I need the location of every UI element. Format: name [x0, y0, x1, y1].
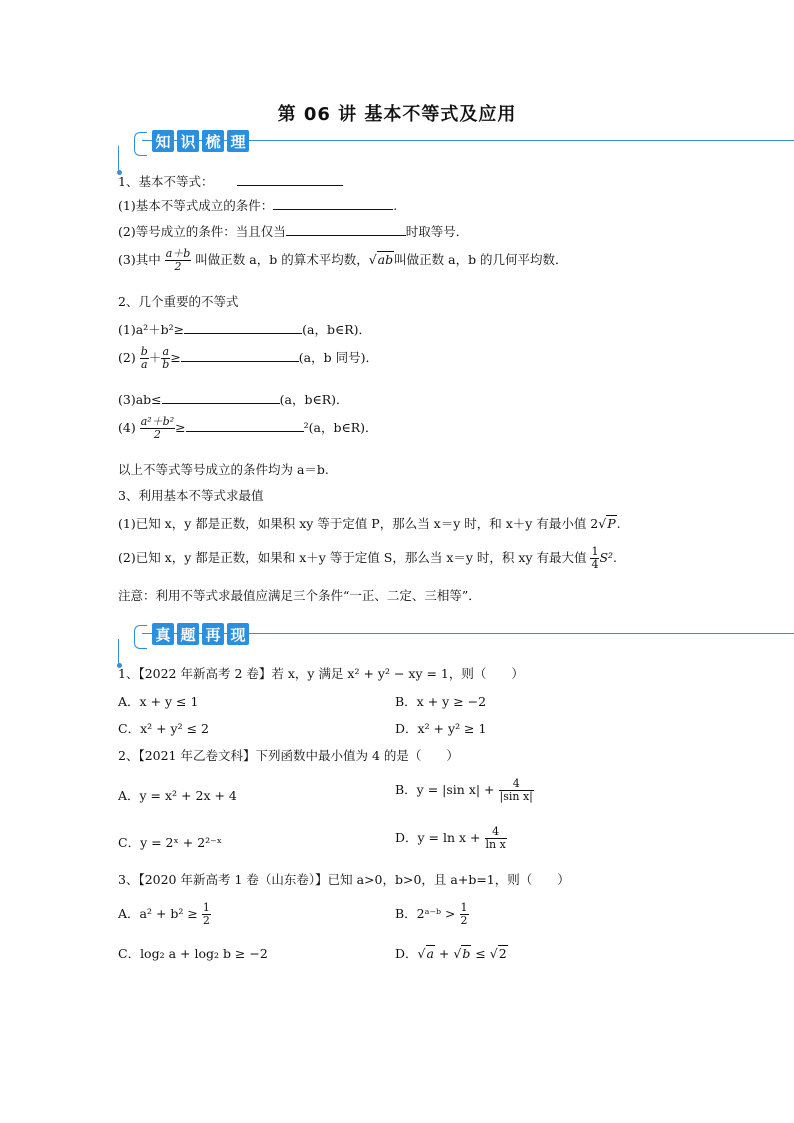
banner-char: 理 — [227, 130, 249, 152]
q3-option-a[interactable]: A．a² + b² ≥ $\frac{1}{2}$ — [118, 901, 210, 927]
question-3: 3、【2020 年新高考 1 卷（山东卷）】已知 a>0，b>0，且 a+b=1，则（ ） — [118, 872, 570, 887]
q2-option-d[interactable]: D．y = ln x + $\frac{4}{\text{ln x}}$ — [395, 825, 506, 851]
inequality-4: (4) $\frac{\text{a²＋b²}}{2}$ ≥ ²(a，b∈R)． — [118, 415, 378, 441]
banner-char: 梳 — [202, 130, 224, 152]
question-1: 1、【2022 年新高考 2 卷】若 x，y 满足 x² + y² − xy = 1，则（ ） — [118, 666, 524, 681]
equality-note: 以上不等式等号成立的条件均为 a＝b. — [118, 462, 329, 477]
q1-option-d[interactable]: D．x² + y² ≥ 1 — [395, 721, 487, 736]
q3-option-c[interactable]: C．log₂ a + log₂ b ≥ −2 — [118, 946, 268, 961]
knowledge-line-4: (3)其中 $\frac{a+b}{2}$ 叫做正数 a，b 的算术平均数，√ab叫做正数 a，b 的几何平均数． — [118, 247, 568, 273]
inequality-2: (2) $\frac{b}{a}$ ＋ $\frac{a}{b}$ ≥ (a，b 同号)． — [118, 345, 378, 371]
knowledge-line-2: (1)基本不等式成立的条件： . — [118, 198, 398, 213]
banner-char: 识 — [177, 130, 199, 152]
q3-option-b[interactable]: B．2ᵃ⁻ᵇ > $\frac{1}{2}$ — [395, 901, 468, 927]
max-min-rule-2: (2)已知 x，y 都是正数，如果和 x＋y 等于定值 S，那么当 x＝y 时，积 xy 有最大值 $\frac{1}{4}$ S². — [118, 545, 618, 571]
conditions-note: 注意：利用不等式求最值应满足三个条件“一正、二定、三相等”． — [118, 588, 481, 603]
question-2: 2、【2021 年乙卷文科】下列函数中最小值为 4 的是（ ） — [118, 748, 459, 763]
q2-option-b[interactable]: B．y = |sin x| + $\frac{4}{\text{|sin x|}}$ — [395, 777, 533, 803]
inequality-1: (1)a²＋b²≥ (a，b∈R)． — [118, 322, 372, 337]
q3-option-d[interactable]: D．√a + √b ≤ √2 — [395, 946, 507, 961]
knowledge-line-1: 1、基本不等式： — [118, 172, 343, 190]
banner-char: 真 — [152, 623, 174, 645]
banner-char: 题 — [177, 623, 199, 645]
q1-option-a[interactable]: A．x + y ≤ 1 — [118, 694, 199, 709]
q2-option-c[interactable]: C．y = 2ˣ + 2²⁻ˣ — [118, 835, 223, 850]
q1-option-c[interactable]: C．x² + y² ≤ 2 — [118, 721, 209, 736]
max-min-rule-1: (1)已知 x，y 都是正数，如果积 xy 等于定值 P，那么当 x＝y 时，和 x＋y 有最小值 2√P. — [118, 516, 621, 531]
banner-char: 知 — [152, 130, 174, 152]
knowledge-line-3: (2)等号成立的条件：当且仅当 时取等号． — [118, 224, 469, 239]
banner-char: 现 — [227, 623, 249, 645]
page-title: 第 06 讲 基本不等式及应用 — [277, 104, 517, 125]
section-3-heading: 3、利用基本不等式求最值 — [118, 488, 264, 503]
knowledge-line-5: 2、几个重要的不等式 — [118, 294, 239, 309]
q1-option-b[interactable]: B．x + y ≥ −2 — [395, 694, 487, 709]
inequality-3: (3)ab≤ (a，b∈R)． — [118, 392, 349, 407]
q2-option-a[interactable]: A．y = x² + 2x + 4 — [118, 788, 237, 803]
banner-char: 再 — [202, 623, 224, 645]
